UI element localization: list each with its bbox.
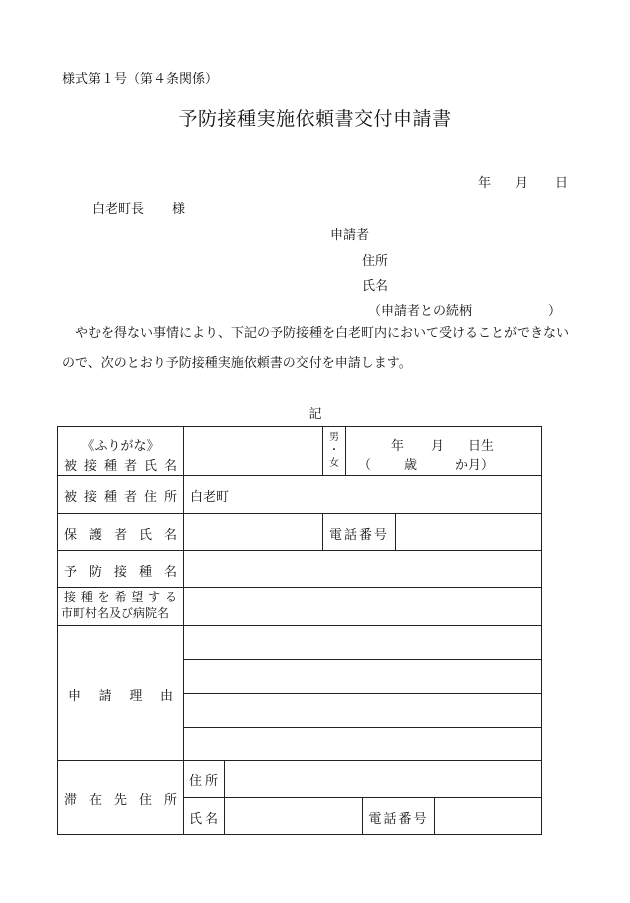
age-months-label: か月） xyxy=(455,458,495,473)
subject-name-label: 被接種者氏名 xyxy=(64,459,177,474)
page-title: 予防接種実施依頼書交付申請書 xyxy=(178,108,452,130)
reason-label: 申請理由 xyxy=(68,689,173,704)
age-open-paren: （ xyxy=(358,458,372,473)
sex-divider-right xyxy=(345,427,346,475)
applicant-address-label: 住所 xyxy=(362,254,389,269)
stay-address-field-label: 住所 xyxy=(189,774,222,789)
age-years-label: 歳 xyxy=(404,458,418,473)
date-day-label: 日 xyxy=(555,176,569,191)
sex-male-option[interactable]: 男 xyxy=(329,432,339,443)
guardian-name-input[interactable] xyxy=(184,514,322,550)
stay-phone-label: 電話番号 xyxy=(368,812,429,827)
hospital-input[interactable] xyxy=(184,588,541,625)
stay-address-input[interactable] xyxy=(225,761,541,797)
date-year-label: 年 xyxy=(478,176,492,191)
hospital-label-line2: 市町村名及び病院名 xyxy=(61,606,170,620)
guardian-name-label: 保護者氏名 xyxy=(64,528,177,543)
applicant-relation-close: ） xyxy=(548,304,562,319)
sex-separator: ・ xyxy=(329,445,339,456)
stay-name-input[interactable] xyxy=(225,798,362,834)
birth-year-label: 年 xyxy=(391,439,405,454)
subject-address-label: 被接種者住所 xyxy=(64,490,177,505)
subject-name-input[interactable] xyxy=(184,427,322,475)
guardian-phone-label: 電話番号 xyxy=(328,528,389,543)
stay-name-field-label: 氏名 xyxy=(189,812,222,827)
vaccine-name-input[interactable] xyxy=(184,551,541,587)
application-table xyxy=(57,426,542,835)
furigana-label: 《ふりがな》 xyxy=(81,439,160,454)
applicant-name-label: 氏名 xyxy=(362,279,389,294)
applicant-label: 申請者 xyxy=(330,228,370,243)
stay-address-label: 滞在先住所 xyxy=(64,793,177,808)
sex-female-option[interactable]: 女 xyxy=(329,458,339,469)
vaccine-name-label: 予防接種名 xyxy=(64,565,177,580)
note-label: 記 xyxy=(308,407,322,422)
reason-input[interactable] xyxy=(184,626,541,760)
applicant-relation-open: （申請者との続柄 xyxy=(368,304,473,319)
guardian-phone-input[interactable] xyxy=(396,514,541,550)
stay-phone-input[interactable] xyxy=(435,798,541,834)
row-divider xyxy=(58,475,541,476)
birth-month-label: 月 xyxy=(431,439,445,454)
birth-day-label: 日生 xyxy=(468,439,495,454)
request-paragraph: やむを得ない事情により、下記の予防接種を白老町内において受けることができないので、次のとおり予防接種実施依頼書の交付を申請します。 xyxy=(62,326,570,371)
sex-selector[interactable] xyxy=(323,427,345,475)
date-month-label: 月 xyxy=(515,176,529,191)
subject-address-value[interactable]: 白老町 xyxy=(190,490,230,505)
hospital-label-line1: 接種を希望する xyxy=(64,590,177,604)
form-number: 様式第１号（第４条関係） xyxy=(62,72,219,87)
addressee-honorific: 様 xyxy=(172,202,186,217)
addressee-name: 白老町長 xyxy=(92,202,145,217)
